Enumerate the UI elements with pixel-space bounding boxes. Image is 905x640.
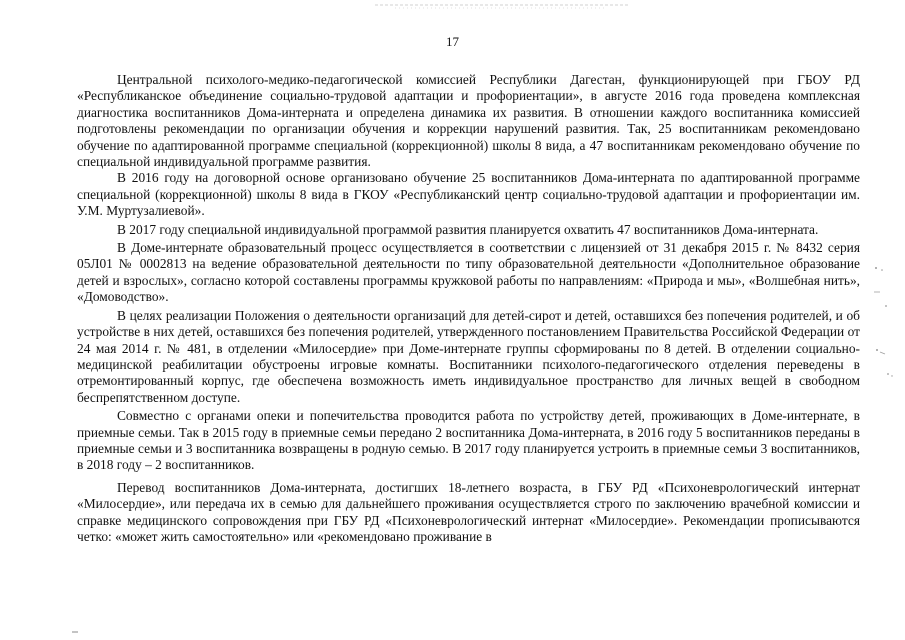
paragraph-commission-diagnostics: Центральной психолого-медико-педагогической комиссией Республики Дагестан, функционирующей при ГБОУ РД «Республиканское объединение социально-трудовой адаптации и профориентации», в августе 2016 года проведена комплексная диагностика воспитанников Дома-интерната и определена динамика их развития. В отношении каждого воспитанника комиссией подготовлены рекомендации по организации обучения и коррекции нарушений развития. Так, 25 воспитанникам рекомендовано обучение по адаптированной программе специальной (коррекционной) школы 8 вида, а 47 воспитанникам рекомендовано обучение по специальной индивидуальной программе развития. [77, 72, 860, 170]
page-number: 17 [446, 34, 459, 49]
paragraph-foster-families: Совместно с органами опеки и попечительства проводится работа по устройству детей, проживающих в Доме-интернате, в приемные семьи. Так в 2015 году в приемные семьи передано 2 воспитанника Дома-интерната, в 2016 году 5 воспитанников переданы в приемные семьи и 3 воспитанника возвращены в родную семью. В 2017 году планируется устроить в приемные семьи 3 воспитанников, в 2018 году – 2 воспитанников. [77, 408, 860, 473]
paragraph-2016-education: В 2016 году на договорной основе организовано обучение 25 воспитанников Дома-интерната по адаптированной программе специальной (коррекционной) школы 8 вида в ГКОУ «Республиканский центр социально-трудовой адаптации и профориентации им. У.М. Муртузалиевой». [77, 170, 860, 219]
scan-artifact-corner [70, 628, 90, 636]
paragraph-2017-program: В 2017 году специальной индивидуальной программой развития планируется охватить 47 воспитанников Дома-интерната. [117, 221, 819, 237]
document-body [77, 72, 860, 545]
paragraph-regulation: В целях реализации Положения о деятельности организаций для детей-сирот и детей, оставшихся без попечения родителей, и об устройстве в них детей, оставшихся без попечения родителей, утвержденного постановлением Правительства Российской Федерации от 24 мая 2014 г. № 481, в отделении «Милосердие» при Доме-интернате группы сформированы по 8 детей. В отделении социально-медицинской реабилитации обустроены игровые комнаты. Воспитанники психолого-педагогического отделения переведены в отремонтированный корпус, где обеспечена возможность иметь индивидуальное пространство для личных вещей в свободном беспрепятственном доступе. [77, 307, 860, 405]
scan-artifact-margin [868, 262, 898, 392]
paragraph-license: В Доме-интернате образовательный процесс осуществляется в соответствии с лицензией от 31 декабря 2015 г. № 8432 серия 05Л01 № 0002813 на ведение образовательной деятельности по типу образовательной деятельности «Дополнительное образование детей и взрослых», согласно которой составлены программы кружковой работы по направлениям: «Природа и мы», «Волшебная нить», «Домоводство». [77, 240, 860, 305]
scan-artifact-top [375, 2, 630, 9]
paragraph-transfer: Перевод воспитанников Дома-интерната, достигших 18-летнего возраста, в ГБУ РД «Психоневрологический интернат «Милосердие», или передача их в семью для дальнейшего проживания осуществляется строго по заключению врачебной комиссии и справке медицинского сопровождения при ГБУ РД «Психоневрологический интернат «Милосердие». Рекомендации прописываются четко: «может жить самостоятельно» или «рекомендовано проживание в [77, 479, 860, 544]
